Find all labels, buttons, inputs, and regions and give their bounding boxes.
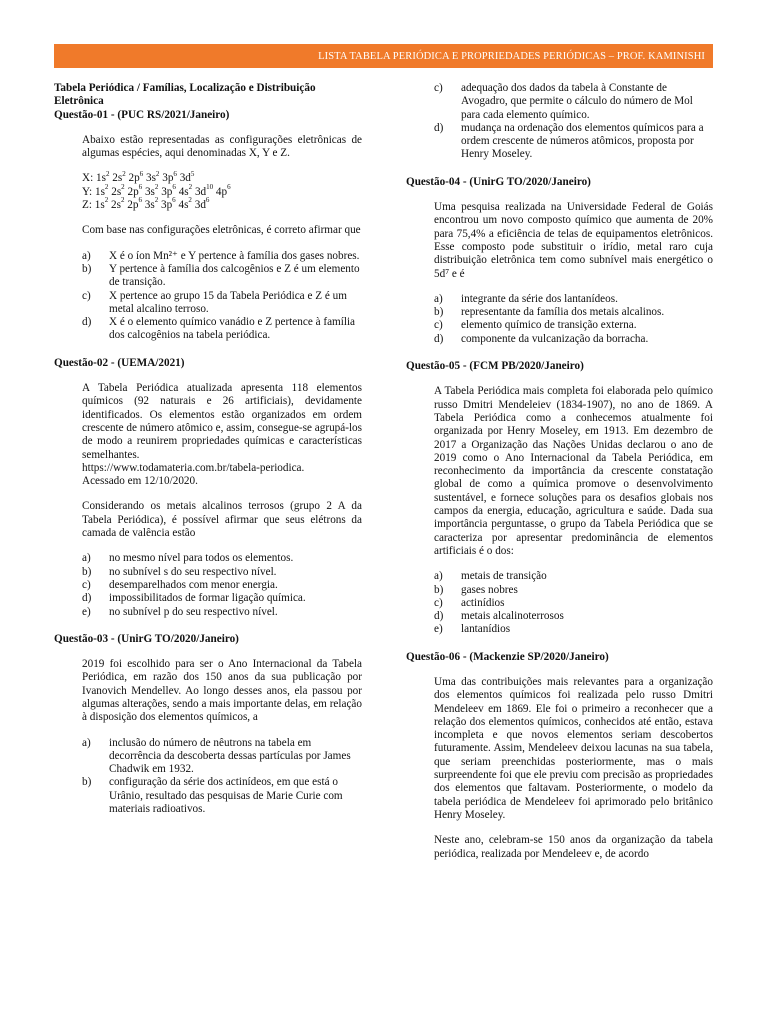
q6-heading: Questão-06 - (Mackenzie SP/2020/Janeiro) [406, 650, 609, 663]
q5-option-e[interactable]: e) lantanídios [434, 623, 511, 636]
q4-option-d[interactable]: d) componente da vulcanização da borracha. [434, 332, 649, 345]
config-z: Z: $1s^2$ $2s^2$ $2p^6$ $3s^2$ $3p^6$ $4s^2$ $3d^6$ [82, 196, 210, 212]
q3-heading: Questão-03 - (UnirG TO/2020/Janeiro) [54, 632, 239, 645]
header-title: LISTA TABELA PERIÓDICA E PROPRIEDADES PERIÓDICAS – PROF. KAMINISHI [318, 50, 705, 62]
q4-option-b[interactable]: b) representante da família dos metais alcalinos. [434, 306, 665, 319]
q5-option-d[interactable]: d) metais alcalinoterrosos [434, 610, 564, 623]
q4-option-c[interactable]: c) elemento químico de transição externa. [434, 319, 637, 332]
q3-option-d[interactable]: d) mudança na ordenação dos elementos químicos para a ordem crescente de números atômicos, proposta por Henry Moseley. [434, 121, 704, 161]
q2-option-c[interactable]: c) desemparelhados com menor energia. [82, 578, 278, 591]
q2-option-b[interactable]: b) no subnível s do seu respectivo nível. [82, 565, 277, 578]
q1-intro: Abaixo estão representadas as configurações eletrônicas de algumas espécies, aqui denominadas X, Y e Z. [82, 133, 362, 160]
q6-text2: Neste ano, celebram-se 150 anos da organização da tabela periódica, realizada por Mendeleev e, de acordo [434, 834, 713, 860]
left-column [54, 82, 362, 816]
section-title: Tabela Periódica / Famílias, Localização e Distribuição Eletrônica [54, 82, 316, 108]
q1-option-d[interactable]: d) X é o elemento químico vanádio e Z pertence à família dos calcogênios na tabela periódica. [82, 316, 356, 342]
q2-option-d[interactable]: d) impossibilitados de formar ligação química. [82, 592, 306, 605]
config-y: Y: $1s^2$ $2s^2$ $2p^6$ $3s^2$ $3p^6$ $4s^2$ $3d^{10}$ $4p^6$ [82, 183, 231, 198]
q5-option-b[interactable]: b) gases nobres [434, 583, 518, 596]
q1-option-c[interactable]: c) X pertence ao grupo 15 da Tabela Periódica e Z é um metal alcalino terroso. [82, 289, 347, 315]
q5-option-a[interactable]: a) metais de transição [434, 570, 547, 583]
q2-text1: A Tabela Periódica atualizada apresenta 118 elementos químicos (92 naturais e 26 artificiais), devidamente identificados. Os elementos estão organizados em ordem crescente de número atômico e, assim, consegue-se agrupá-los de modo a reunirem propriedades químicas e características semelhantes. [82, 382, 362, 461]
q2-text2: Considerando os metais alcalinos terrosos (grupo 2 A da Tabela Periódica), é possível afirmar que seus elétrons da camada de valência estão [82, 500, 362, 540]
q5-text: A Tabela Periódica mais completa foi elaborada pelo químico russo Dmitri Mendeleiev (1834-1907), no ano de 1869. A Tabela Periódica como a conhecemos atualmente foi organizada por Henry Moseley, em 1913. Em dezembro de 2017 a Organização das Nações Unidas declarou o ano de 2019 como o Ano Internacional da Tabela Periódica, em reconhecimento da importância da crescente constatação global de como a química promove o desenvolvimento sustentável, e fornece soluções para os desafios globais nos campos da energia, educação, agricultura e saúde. Dada sua importância perguntasse, o grupo da Tabela Periódica que se caracteriza por apresentar predominância de elementos artificiais é o dos: [434, 385, 713, 557]
config-x: X: $1s^2$ $2s^2$ $2p^6$ $3s^2$ $3p^6$ $3d^5$ [82, 169, 195, 185]
q3-text: 2019 foi escolhido para ser o Ano Internacional da Tabela Periódica, em razão dos 150 anos da sua publicação por Ivanovich Mendellev. Ao longo desses anos, ela passou por algumas alterações, sendo a mais importante delas, em relação à disposição dos elementos químicos, a [82, 658, 362, 724]
q1-prompt: Com base nas configurações eletrônicas, é correto afirmar que [82, 224, 361, 237]
header-bar [54, 44, 713, 68]
q2-access: Acessado em 12/10/2020. [82, 475, 198, 488]
q2-heading: Questão-02 - (UEMA/2021) [54, 356, 185, 369]
q5-option-c[interactable]: c) actinídios [434, 596, 505, 609]
q3-option-a[interactable]: a) inclusão do número de nêutrons na tabela em decorrência da descoberta dessas partículas por James Chadwik em 1932. [82, 736, 351, 776]
q4-option-a[interactable]: a) integrante da série dos lantanídeos. [434, 292, 618, 305]
right-column [406, 82, 713, 861]
q3-option-c[interactable]: c) adequação dos dados da tabela à Constante de Avogadro, que permite o cálculo do número de Mol para cada elemento químico. [434, 82, 693, 121]
q2-option-e[interactable]: e) no subnível p do seu respectivo nível. [82, 605, 278, 618]
q4-text: Uma pesquisa realizada na Universidade Federal de Goiás encontrou um novo composto químico que aumenta de 20% para 75,4% a eficiência de telas de equipamentos eletrônicos. Esse composto pode substituir o irídio, metal raro cuja distribuição eletrônica tem como subnível mais energético o 5d⁷ e é [434, 201, 713, 280]
q4-heading: Questão-04 - (UnirG TO/2020/Janeiro) [406, 175, 591, 188]
q1-option-b[interactable]: b) Y pertence à família dos calcogênios e Z é um elemento de transição. [82, 262, 360, 289]
q5-heading: Questão-05 - (FCM PB/2020/Janeiro) [406, 360, 584, 373]
q3-option-b[interactable]: b) configuração da série dos actinídeos, em que está o Urânio, resultado das pesquisas de Marie Curie com materiais radioativos. [82, 776, 343, 816]
q1-option-a[interactable]: a) X é o íon Mn²⁺ e Y pertence à família dos gases nobres. [82, 249, 360, 262]
q2-source: https://www.todamateria.com.br/tabela-periodica. [82, 461, 305, 474]
q1-heading: Questão-01 - (PUC RS/2021/Janeiro) [54, 108, 230, 121]
q2-option-a[interactable]: a) no mesmo nível para todos os elementos. [82, 552, 294, 565]
q6-text1: Uma das contribuições mais relevantes para a organização dos elementos químicos foi realizada pelo russo Dmitri Mendeleev em 1869. Ele foi o primeiro a reconhecer que a relação dos elementos químicos, conhecidos até então, estava incompleta e que novos elementos seriam descobertos futuramente. Assim, Mendeleev deixou lacunas na sua tabela, que seriam preenchidas posteriormente, mas o mais surpreendente foi que ele previu com precisão as propriedades dos elementos que faltavam. Posteriormente, o modelo da tabela periódica de Mendeleev foi aprimorado pelo britânico Henry Moseley. [434, 675, 713, 821]
